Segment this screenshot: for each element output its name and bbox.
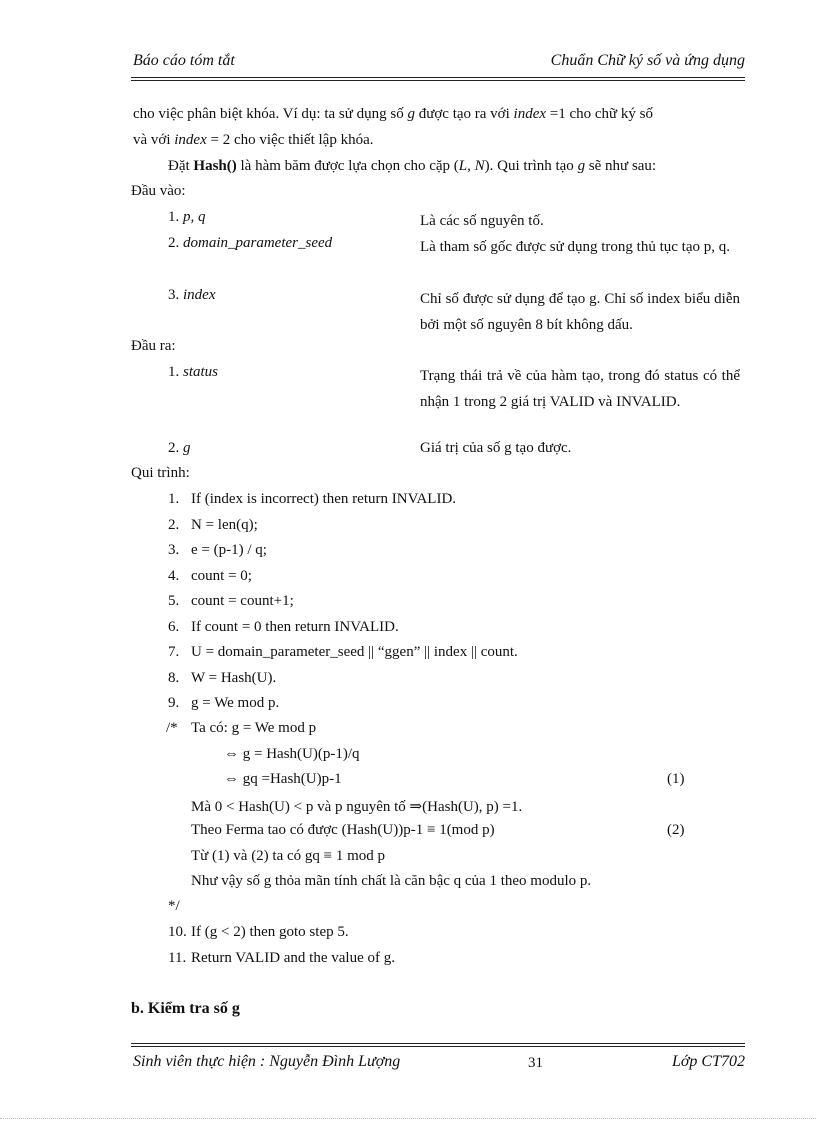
step-number: 3. xyxy=(168,542,180,558)
comment-close: */ xyxy=(168,898,180,914)
step-number: 9. xyxy=(168,695,180,711)
step-number: 8. xyxy=(168,669,180,686)
outputs-heading: Đầu ra: xyxy=(131,338,176,354)
step-number: 4. xyxy=(168,567,180,584)
step-text: Return VALID and the value of g. xyxy=(191,949,395,966)
step-text: U = domain_parameter_seed || “ggen” || index || count. xyxy=(191,644,518,660)
comment-line: Như vậy số g thỏa mãn tính chất là căn bậc q của 1 theo modulo p. xyxy=(191,873,592,889)
footer-rule-bottom xyxy=(131,1046,745,1047)
step-number: 11. xyxy=(168,949,187,966)
input-desc-3: Chỉ số được sử dụng để tạo g. Chỉ số index biểu diễn bởi một số nguyên 8 bít không dấu. xyxy=(420,291,740,333)
footer-left: Sinh viên thực hiện : Nguyễn Đình Lượng xyxy=(133,1053,401,1070)
step-text: If (index is incorrect) then return INVALID. xyxy=(191,491,457,507)
process-heading: Qui trình: xyxy=(131,465,190,481)
step-number: 7. xyxy=(168,644,180,660)
comment-line: Ta có: g = We mod p xyxy=(191,720,317,736)
header-rule-top xyxy=(131,77,745,78)
page-number: 31 xyxy=(528,1055,543,1071)
step-text: count = 0; xyxy=(191,567,252,584)
output-item-1: 1. status xyxy=(168,364,219,380)
output-item-2: 2. g xyxy=(168,440,191,456)
header-left: Báo cáo tóm tắt xyxy=(133,52,235,69)
output-desc-1: Trạng thái trả về của hàm tạo, trong đó status có thể nhận 1 trong 2 giá trị VALID và INVALID. xyxy=(420,368,740,410)
comment-line: Từ (1) và (2) ta có gq ≡ 1 mod p xyxy=(191,847,386,864)
header-rule-bottom xyxy=(131,80,745,81)
header-right: Chuẩn Chữ ký số và ứng dụng xyxy=(550,52,745,69)
step-number: 5. xyxy=(168,593,180,609)
intro-line-3: Đặt Hash() là hàm băm được lựa chọn cho cặp (L, N). Qui trình tạo g sẽ như sau: xyxy=(168,158,657,174)
equation-label-2: (2) xyxy=(667,822,685,838)
footer-right: Lớp CT702 xyxy=(671,1053,745,1070)
section-heading-b: b. Kiểm tra số g xyxy=(131,1000,240,1017)
step-number: 6. xyxy=(168,618,180,635)
step-text: W = Hash(U). xyxy=(191,669,277,686)
step-text: count = count+1; xyxy=(191,593,294,609)
comment-line: Mà 0 < Hash(U) < p và p nguyên tố ⇒(Hash(U), p) =1. xyxy=(191,798,523,815)
comment-line: Theo Ferma tao có được (Hash(U))p-1 ≡ 1(mod p) xyxy=(191,822,495,838)
step-text: N = len(q); xyxy=(191,516,258,533)
input-desc-2: Là tham số gốc được sử dụng trong thủ tục tạo p, q. xyxy=(420,239,730,255)
output-desc-2: Giá trị của số g tạo được. xyxy=(420,440,572,456)
page-edge xyxy=(0,1118,816,1119)
comment-line: ⇔ gq =Hash(U)p-1 xyxy=(224,771,342,787)
step-text: If (g < 2) then goto step 5. xyxy=(191,924,349,940)
inputs-heading: Đầu vào: xyxy=(131,183,186,199)
intro-line-1: cho việc phân biệt khóa. Ví dụ: ta sử dụng số g được tạo ra với index =1 cho chữ ký số xyxy=(133,106,654,122)
step-number: 2. xyxy=(168,516,180,533)
step-text: e = (p-1) / q; xyxy=(191,542,267,558)
step-number: 10. xyxy=(168,924,187,940)
intro-line-2: và với index = 2 cho việc thiết lập khóa. xyxy=(133,132,374,148)
input-desc-1: Là các số nguyên tố. xyxy=(420,213,544,229)
comment-line: ⇔ g = Hash(U)(p-1)/q xyxy=(224,745,360,762)
equation-label-1: (1) xyxy=(667,771,685,787)
input-item-3: 3. index xyxy=(168,287,216,303)
footer-rule-top xyxy=(131,1043,745,1044)
step-number: 1. xyxy=(168,491,180,507)
input-item-1: 1. p, q xyxy=(168,209,206,225)
step-text: If count = 0 then return INVALID. xyxy=(191,618,399,635)
step-text: g = We mod p. xyxy=(191,695,280,711)
input-item-2: 2. domain_parameter_seed xyxy=(168,235,333,251)
comment-open: /* xyxy=(166,720,178,736)
